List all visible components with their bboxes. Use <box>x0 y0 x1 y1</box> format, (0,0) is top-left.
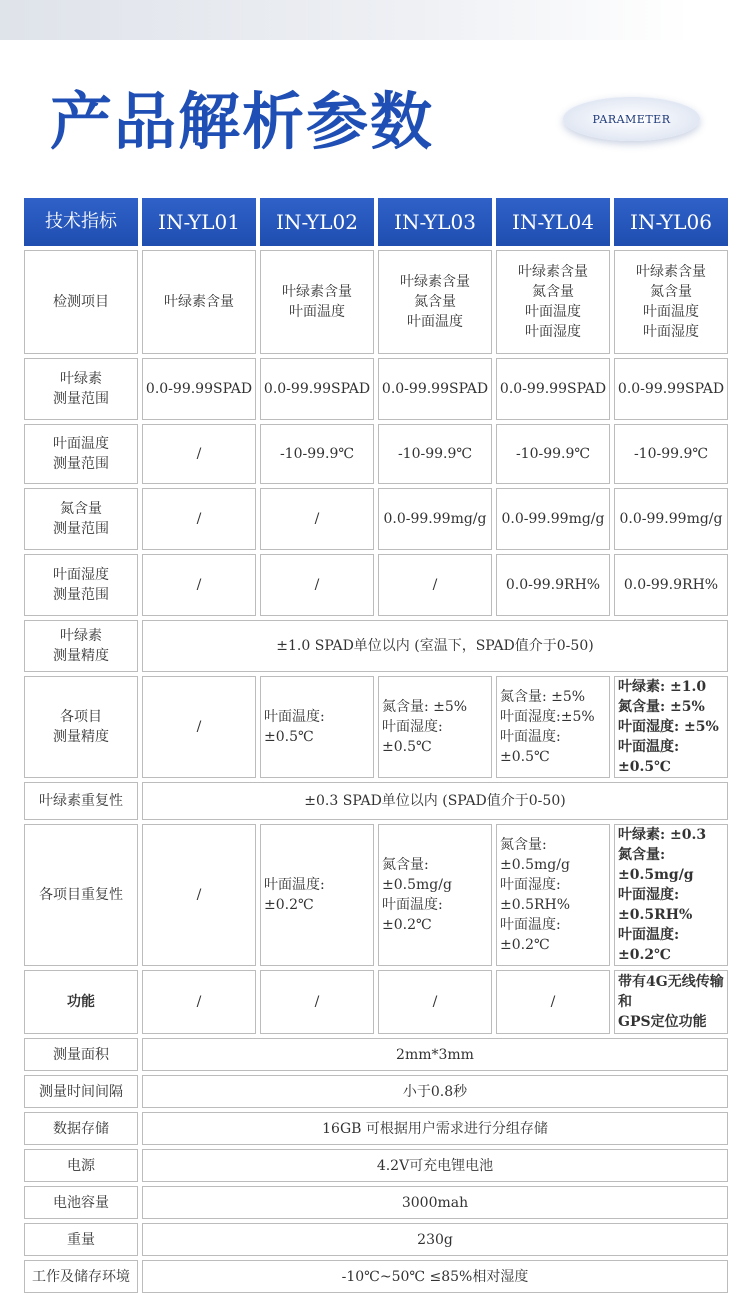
table-row <box>24 358 728 420</box>
merged-value-cell: 小于0.8秒 <box>142 1075 728 1108</box>
row-label: 工作及储存环境 <box>24 1260 138 1293</box>
parameter-table <box>20 194 732 1297</box>
row-label: 检测项目 <box>24 250 138 354</box>
row-label: 数据存储 <box>24 1112 138 1145</box>
row-label: 各项目重复性 <box>24 824 138 966</box>
row-label: 各项目 测量精度 <box>24 676 138 778</box>
value-cell: 0.0-99.99SPAD <box>142 358 256 420</box>
row-label: 电源 <box>24 1149 138 1182</box>
table-row <box>24 1223 728 1256</box>
value-cell: -10-99.9℃ <box>496 424 610 484</box>
value-cell: 氮含量: ±5% 叶面湿度:±0.5℃ <box>378 676 492 778</box>
value-cell: 0.0-99.99SPAD <box>378 358 492 420</box>
table-row <box>24 676 728 778</box>
value-cell: 叶绿素含量 氮含量 叶面温度 叶面湿度 <box>614 250 728 354</box>
row-label: 测量时间间隔 <box>24 1075 138 1108</box>
value-cell: 0.0-99.99SPAD <box>260 358 374 420</box>
row-label: 测量面积 <box>24 1038 138 1071</box>
column-header-spec: 技术指标 <box>24 198 138 246</box>
value-cell: 叶面温度:±0.2℃ <box>260 824 374 966</box>
value-cell: / <box>260 488 374 550</box>
value-cell: 叶绿素含量 叶面温度 <box>260 250 374 354</box>
value-cell: 叶绿素: ±0.3 氮含量: ±0.5mg/g 叶面湿度: ±0.5RH% 叶面温度: ±0.2℃ <box>614 824 728 966</box>
column-header-model: IN-YL06 <box>614 198 728 246</box>
value-cell: 0.0-99.99mg/g <box>378 488 492 550</box>
value-cell: / <box>142 424 256 484</box>
table-row <box>24 824 728 966</box>
table-row <box>24 424 728 484</box>
value-cell: -10-99.9℃ <box>614 424 728 484</box>
value-cell: / <box>142 970 256 1034</box>
value-cell: / <box>378 554 492 616</box>
value-cell: -10-99.9℃ <box>260 424 374 484</box>
column-header-model: IN-YL01 <box>142 198 256 246</box>
value-cell: / <box>496 970 610 1034</box>
table-row <box>24 1260 728 1293</box>
column-header-model: IN-YL03 <box>378 198 492 246</box>
table-row <box>24 488 728 550</box>
row-label: 叶面温度 测量范围 <box>24 424 138 484</box>
table-row <box>24 554 728 616</box>
table-row <box>24 1186 728 1219</box>
merged-value-cell: 3000mah <box>142 1186 728 1219</box>
row-label: 电池容量 <box>24 1186 138 1219</box>
row-label: 氮含量 测量范围 <box>24 488 138 550</box>
value-cell: / <box>378 970 492 1034</box>
merged-value-cell: -10℃~50℃ ≤85%相对湿度 <box>142 1260 728 1293</box>
value-cell: 叶绿素含量 <box>142 250 256 354</box>
value-cell: 氮含量:±0.5mg/g 叶面湿度:±0.5RH% 叶面温度:±0.2℃ <box>496 824 610 966</box>
table-row <box>24 250 728 354</box>
value-cell: 氮含量: ±5% 叶面湿度:±5% 叶面温度:±0.5℃ <box>496 676 610 778</box>
value-cell: / <box>142 676 256 778</box>
table-row <box>24 1149 728 1182</box>
column-header-model: IN-YL04 <box>496 198 610 246</box>
table-row <box>24 782 728 820</box>
value-cell: / <box>142 554 256 616</box>
value-cell: 0.0-99.9RH% <box>614 554 728 616</box>
table-row <box>24 1038 728 1071</box>
merged-value-cell: ±0.3 SPAD单位以内 (SPAD值介于0-50) <box>142 782 728 820</box>
value-cell: 0.0-99.99SPAD <box>496 358 610 420</box>
table-row <box>24 1112 728 1145</box>
value-cell: / <box>260 970 374 1034</box>
table-row <box>24 970 728 1034</box>
row-label: 功能 <box>24 970 138 1034</box>
table-row <box>24 1075 728 1108</box>
merged-value-cell: 4.2V可充电锂电池 <box>142 1149 728 1182</box>
value-cell: 叶绿素: ±1.0 氮含量: ±5% 叶面湿度: ±5% 叶面温度: ±0.5℃ <box>614 676 728 778</box>
value-cell: / <box>142 824 256 966</box>
column-header-model: IN-YL02 <box>260 198 374 246</box>
page-title: 产品解析参数 <box>50 85 435 158</box>
value-cell: 带有4G无线传输和 GPS定位功能 <box>614 970 728 1034</box>
top-banner-strip <box>0 0 690 40</box>
value-cell: 氮含量:±0.5mg/g 叶面温度:±0.2℃ <box>378 824 492 966</box>
merged-value-cell: 2mm*3mm <box>142 1038 728 1071</box>
table-body <box>24 250 728 1293</box>
parameter-badge: PARAMETER <box>563 97 700 141</box>
value-cell: 叶绿素含量 氮含量 叶面温度 叶面湿度 <box>496 250 610 354</box>
value-cell: 0.0-99.99SPAD <box>614 358 728 420</box>
row-label: 叶面湿度 测量范围 <box>24 554 138 616</box>
row-label: 叶绿素 测量精度 <box>24 620 138 672</box>
table-header-row <box>24 198 728 246</box>
value-cell: 0.0-99.99mg/g <box>614 488 728 550</box>
row-label: 重量 <box>24 1223 138 1256</box>
merged-value-cell: 230g <box>142 1223 728 1256</box>
value-cell: -10-99.9℃ <box>378 424 492 484</box>
value-cell: 0.0-99.9RH% <box>496 554 610 616</box>
table-row <box>24 620 728 672</box>
row-label: 叶绿素 测量范围 <box>24 358 138 420</box>
row-label: 叶绿素重复性 <box>24 782 138 820</box>
value-cell: 叶面温度:±0.5℃ <box>260 676 374 778</box>
merged-value-cell: 16GB 可根据用户需求进行分组存储 <box>142 1112 728 1145</box>
value-cell: 0.0-99.99mg/g <box>496 488 610 550</box>
value-cell: / <box>260 554 374 616</box>
value-cell: / <box>142 488 256 550</box>
merged-value-cell: ±1.0 SPAD单位以内 (室温下，SPAD值介于0-50) <box>142 620 728 672</box>
value-cell: 叶绿素含量 氮含量 叶面温度 <box>378 250 492 354</box>
